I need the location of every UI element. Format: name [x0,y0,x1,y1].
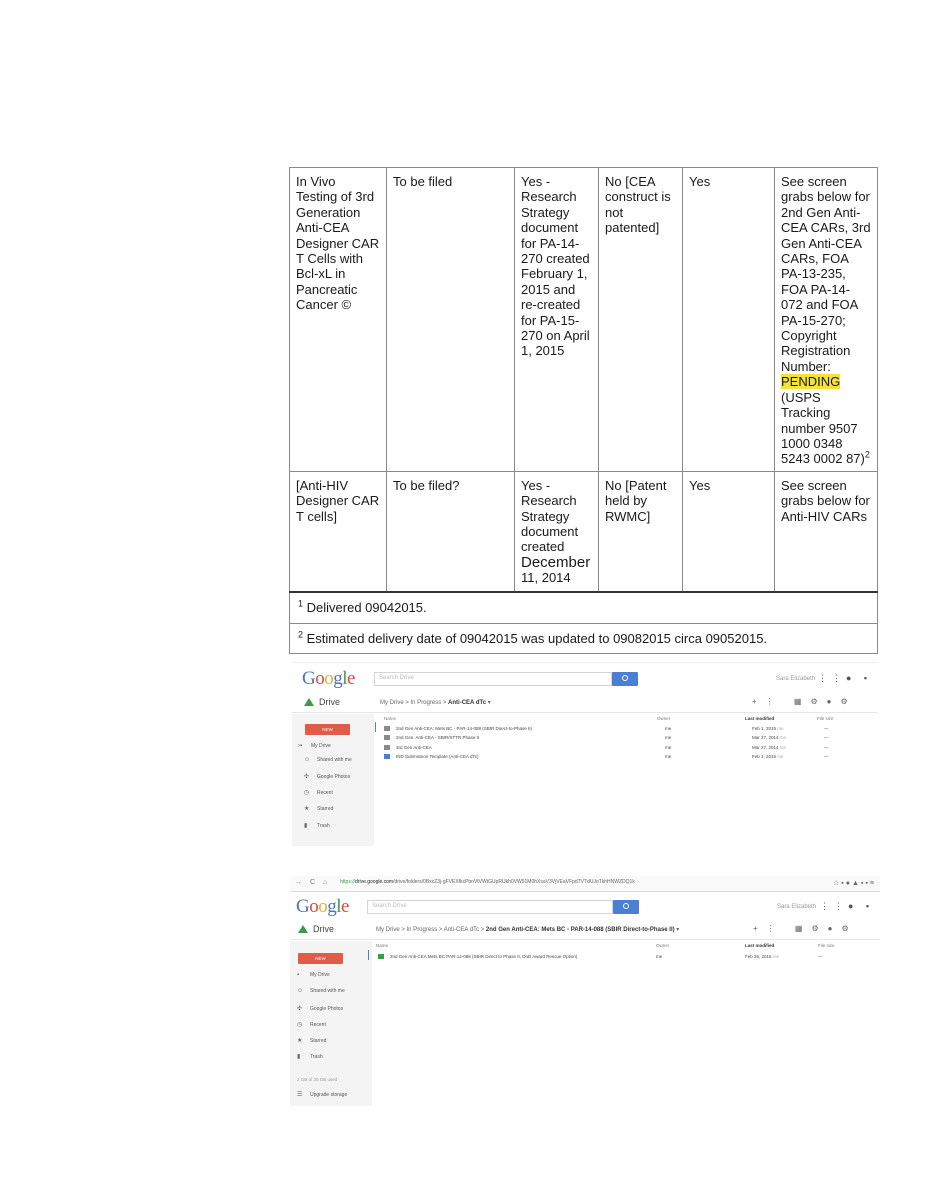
new-button[interactable]: NEW [298,953,343,964]
file-size: — [818,954,823,959]
user-name[interactable]: Sara Elizabeth [777,904,817,910]
new-button[interactable]: NEW [305,724,350,735]
file-size: — [824,726,829,731]
breadcrumb[interactable]: My Drive > In Progress > Anti-CEA dTc ▾ [380,700,491,706]
drive-screenshot-2 [290,876,880,1106]
pinwheel-icon: ✣ [304,774,310,780]
people-icon: ☺ [297,988,304,994]
sidebar-item-starred[interactable]: ★ Starred [304,806,334,812]
col-name[interactable]: Name [376,943,389,948]
file-row[interactable]: IND Submission Template (Anti-CEA dTc) [384,754,478,759]
google-logo: Google [302,668,355,689]
breadcrumb[interactable]: My Drive > In Progress > Anti-CEA dTc > 2nd Gen Anti-CEA: Mets BC - PAR-14-088 (SBIR Direct-to-Phase II) ▾ [376,927,680,933]
file-owner: me [665,726,672,731]
footnote-row [290,592,878,623]
drive-logo-icon [298,925,308,933]
document-cell [515,471,599,592]
sidebar-item-recent[interactable]: ◷ Recent [297,1022,326,1028]
file-size: — [824,735,829,740]
clock-icon: ◷ [297,1022,303,1028]
drive-label: Drive [304,697,340,707]
user-name[interactable]: Sara Elizabeth [776,676,816,682]
search-button[interactable] [613,900,639,914]
document-date: 11, 2014 [521,570,571,586]
tracking-text: (USPS Tracking number 9507 1000 0348 5243 0002 87) [781,389,865,467]
footnote-ref: 2 [864,449,870,460]
file-row[interactable]: 2nd Gen Anti-CEA Mets BC PAR-14-088 (SBIR Direct to Phase II, DoD Award Rescue Option) [378,954,577,959]
col-modified[interactable]: Last modified [745,716,775,721]
pinwheel-icon: ✣ [297,1006,303,1012]
folder-icon [384,726,390,731]
drive-subbar [290,918,880,940]
footnote-1 [290,592,878,623]
document-cell: Yes - Research Strategy document for PA-14-270 created February 1, 2015 and re-created for PA-15-270 on April 1, 2015 [515,168,599,472]
footnote-text: Estimated delivery date of 09042015 was updated to 09082015 circa 09052015. [306,630,768,646]
folder-icon [384,745,390,750]
sheet-icon [378,954,384,959]
star-icon: ★ [304,806,310,812]
drive-logo-icon [304,698,314,706]
star-icon: ★ [297,1038,303,1044]
selection-marker [375,722,376,732]
sidebar-item-starred[interactable]: ★ Starred [297,1038,327,1044]
file-row[interactable]: 2nd Gen. Anti-CEA - SBIR/STTR Phase II [384,735,479,740]
folder-icon [384,735,390,740]
folder-icon: ▪ [297,972,300,978]
notes-cell [775,168,878,472]
flag-cell: Yes [683,471,775,592]
file-row[interactable]: 2nd Gen Anti-CEA: Mets BC - PAR-14-088 (SBIR Direct-to-Phase II) [384,726,532,731]
file-modified: Feb 1, 2015 me [752,726,784,731]
trash-icon: ▮ [304,823,308,829]
file-owner: me [665,745,672,750]
footnote-text: Delivered 09042015. [306,600,427,616]
file-owner: me [656,954,663,959]
col-modified[interactable]: Last modified [745,943,775,948]
browser-nav-icons[interactable]: → C ⌂ [295,879,331,886]
file-owner: me [665,735,672,740]
filing-status-cell: To be filed [387,168,515,472]
file-modified: Mar 27, 2014 me [752,745,787,750]
storage-icon: ☰ [297,1092,303,1098]
sidebar [290,941,372,1106]
sidebar-item-shared[interactable]: ☺ Shared with me [297,988,345,994]
filing-status-cell: To be filed? [387,471,515,592]
address-bar[interactable]: https://drive.google.com/drive/folders/0BxcZ3j-gFVEXfkxPbnVtVWtGUpRUkh0VW51M0hXsaV3VjVEaVFpdTVTdUJoTkhHNWZDQ1k [340,879,635,885]
col-size[interactable]: File size [817,716,834,721]
toolbar-icons[interactable]: +⋮ ▦⚙●⚙ [752,697,857,706]
col-size[interactable]: File size [818,943,835,948]
file-row[interactable]: 3rd Gen Anti-CEA [384,745,432,750]
sidebar-item-my-drive[interactable]: ›▪ My Drive [298,743,331,749]
document-text: Yes - Research Strategy document created [521,477,579,555]
document-month: December [521,553,591,571]
table-row [290,471,878,592]
sidebar [292,714,374,846]
storage-usage: 2 GB of 30 GB used [297,1077,338,1082]
people-icon: ☺ [304,757,311,763]
apps-icon[interactable]: ⋮⋮● ▪ [818,673,873,683]
work-title-cell: [Anti-HIV Designer CAR T cells] [290,471,387,592]
apps-icon[interactable]: ⋮⋮● ▪ [820,901,875,911]
sidebar-item-photos[interactable]: ✣ Google Photos [304,774,351,780]
folder-icon: ›▪ [298,743,303,749]
col-owner[interactable]: Owner [657,716,671,721]
patent-cell: No [Patent held by RWMC] [599,471,683,592]
drive-screenshot-1 [292,662,878,846]
file-modified: Feb 1, 2015 me [752,754,784,759]
upgrade-storage-link[interactable]: ☰ Upgrade storage [297,1092,348,1098]
doc-icon [384,754,390,759]
col-name[interactable]: Name [384,716,397,721]
drive-label: Drive [298,924,334,934]
sidebar-item-recent[interactable]: ◷ Recent [304,790,333,796]
browser-chrome [290,876,880,892]
drive-subbar [292,691,878,713]
trash-icon: ▮ [297,1054,301,1060]
sidebar-item-trash[interactable]: ▮ Trash [297,1054,323,1060]
file-modified: Feb 26, 2015 me [745,954,780,959]
footnote-row [290,623,878,653]
sidebar-item-shared[interactable]: ☺ Shared with me [304,757,352,763]
search-input[interactable]: Search Drive [374,672,612,686]
patent-cell: No [CEA construct is not patented] [599,168,683,472]
notes-text: See screen grabs below for 2nd Gen Anti-CEA CARs, 3rd Gen Anti-CEA CARs, FOA PA-13-235, FOA PA-14-072 and FOA PA-15-270; Copyright Registration Number: [781,174,871,374]
clock-icon: ◷ [304,790,310,796]
toolbar-icons[interactable]: +⋮ ▦⚙●⚙ [753,924,858,933]
footnote-number: 1 [298,598,304,609]
work-title-cell: In Vivo Testing of 3rd Generation Anti-CEA Designer CAR T Cells with Bcl-xL in Pancreatic Cancer © [290,168,387,472]
extension-icons[interactable]: ☆▪●▲▪▪≡ [833,880,876,887]
file-modified: Mar 27, 2014 me [752,735,787,740]
copyright-table [289,167,878,654]
file-owner: me [665,754,672,759]
pending-highlight: PENDING [781,374,841,390]
file-size: — [824,745,829,750]
sidebar-item-photos[interactable]: ✣ Google Photos [297,1006,344,1012]
google-logo: Google [296,896,349,917]
selection-marker [368,950,369,960]
table-row [290,168,878,472]
notes-cell: See screen grabs below for Anti-HIV CARs [775,471,878,592]
search-input[interactable]: Search Drive [367,900,613,914]
col-owner[interactable]: Owner [656,943,670,948]
sidebar-item-my-drive[interactable]: ▪ My Drive [297,972,330,978]
footnote-number: 2 [298,629,304,640]
file-size: — [824,754,829,759]
search-button[interactable] [612,672,638,686]
sidebar-item-trash[interactable]: ▮ Trash [304,823,330,829]
footnote-2 [290,623,878,653]
flag-cell: Yes [683,168,775,472]
